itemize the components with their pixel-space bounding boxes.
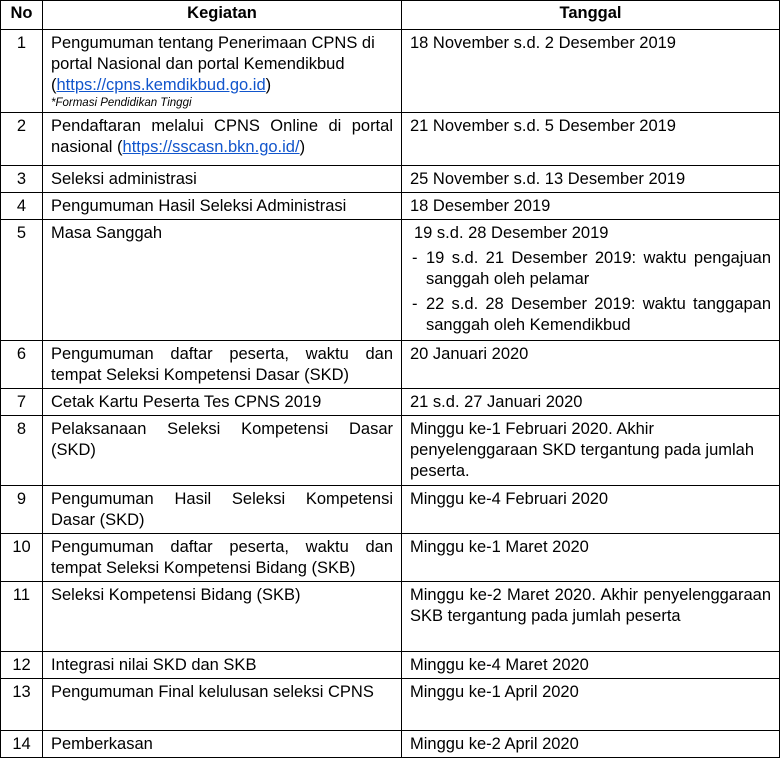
row-number: 13 — [1, 679, 43, 731]
row-number: 10 — [1, 534, 43, 582]
table-row — [1, 389, 780, 416]
table-row — [1, 582, 780, 652]
table-row — [1, 534, 780, 582]
formasi-note: *Formasi Pendidikan Tinggi — [51, 97, 192, 109]
row-kegiatan: Pengumuman Hasil Seleksi Kompetensi Dasar (SKD) — [43, 486, 402, 534]
row-tanggal: Minggu ke-1 April 2020 — [402, 679, 780, 731]
row-tanggal: Minggu ke-1 Februari 2020. Akhir penyelenggaraan SKD tergantung pada jumlah peserta. — [402, 416, 780, 486]
row-tanggal: Minggu ke-2 Maret 2020. Akhir penyelenggaraan SKB tergantung pada jumlah peserta — [402, 582, 780, 652]
row-number: 12 — [1, 652, 43, 679]
row-number: 5 — [1, 220, 43, 341]
row-tanggal: 21 s.d. 27 Januari 2020 — [402, 389, 780, 416]
row-kegiatan: Pengumuman Hasil Seleksi Administrasi — [43, 193, 402, 220]
table-row — [1, 652, 780, 679]
row-tanggal: 18 Desember 2019 — [402, 193, 780, 220]
list-item — [410, 248, 771, 290]
row-kegiatan: Seleksi Kompetensi Bidang (SKB) — [43, 582, 402, 652]
row-number: 7 — [1, 389, 43, 416]
table-row — [1, 220, 780, 341]
row-number: 14 — [1, 731, 43, 758]
header-row — [1, 1, 780, 30]
row-kegiatan: Seleksi administrasi — [43, 166, 402, 193]
row-kegiatan: Pengumuman Final kelulusan seleksi CPNS — [43, 679, 402, 731]
kegiatan-text: Pendaftaran melalui CPNS Online di portal nasional ( — [51, 117, 393, 156]
row-kegiatan — [43, 30, 402, 113]
row-tanggal: 21 November s.d. 5 Desember 2019 — [402, 113, 780, 166]
bullet-dash: - — [412, 295, 418, 313]
row-tanggal: 20 Januari 2020 — [402, 341, 780, 389]
row-tanggal: 18 November s.d. 2 Desember 2019 — [402, 30, 780, 113]
row-kegiatan: Pengumuman daftar peserta, waktu dan tempat Seleksi Kompetensi Dasar (SKD) — [43, 341, 402, 389]
sscasn-link[interactable]: https://sscasn.bkn.go.id/ — [122, 138, 300, 156]
table-row — [1, 193, 780, 220]
row-tanggal: Minggu ke-4 Februari 2020 — [402, 486, 780, 534]
header-no: No — [1, 1, 43, 30]
row-tanggal — [402, 220, 780, 341]
row-tanggal: Minggu ke-4 Maret 2020 — [402, 652, 780, 679]
row-kegiatan: Integrasi nilai SKD dan SKB — [43, 652, 402, 679]
row-number: 8 — [1, 416, 43, 486]
cpns-kemdikbud-link[interactable]: https://cpns.kemdikbud.go.id — [56, 76, 266, 94]
list-item — [410, 294, 771, 336]
row-number: 1 — [1, 30, 43, 113]
kegiatan-text: Pengumuman tentang Penerimaan CPNS di portal Nasional dan portal Kemendikbud ( — [51, 34, 375, 94]
sub-item-text: 19 s.d. 21 Desember 2019: waktu pengajuan sanggah oleh pelamar — [426, 249, 771, 288]
row-kegiatan: Pengumuman daftar peserta, waktu dan tempat Seleksi Kompetensi Bidang (SKB) — [43, 534, 402, 582]
bullet-dash: - — [412, 249, 418, 267]
table-row — [1, 113, 780, 166]
table-row — [1, 486, 780, 534]
row-kegiatan: Pemberkasan — [43, 731, 402, 758]
row-number: 11 — [1, 582, 43, 652]
table-row — [1, 679, 780, 731]
table-row — [1, 731, 780, 758]
row-kegiatan: Pelaksanaan Seleksi Kompetensi Dasar (SKD) — [43, 416, 402, 486]
row-number: 9 — [1, 486, 43, 534]
row-kegiatan: Cetak Kartu Peserta Tes CPNS 2019 — [43, 389, 402, 416]
row-tanggal: Minggu ke-2 April 2020 — [402, 731, 780, 758]
table-row — [1, 341, 780, 389]
row-tanggal: 25 November s.d. 13 Desember 2019 — [402, 166, 780, 193]
tanggal-main: 19 s.d. 28 Desember 2019 — [414, 224, 609, 242]
table-row — [1, 166, 780, 193]
table-row — [1, 30, 780, 113]
row-kegiatan: Masa Sanggah — [43, 220, 402, 341]
row-number: 3 — [1, 166, 43, 193]
row-tanggal: Minggu ke-1 Maret 2020 — [402, 534, 780, 582]
table-row — [1, 416, 780, 486]
kegiatan-suffix: ) — [299, 138, 306, 156]
sub-item-text: 22 s.d. 28 Desember 2019: waktu tanggapan sanggah oleh Kemendikbud — [426, 295, 771, 334]
header-tanggal: Tanggal — [402, 1, 780, 30]
kegiatan-suffix: ) — [265, 76, 272, 94]
row-number: 4 — [1, 193, 43, 220]
row-number: 6 — [1, 341, 43, 389]
header-kegiatan: Kegiatan — [43, 1, 402, 30]
row-number: 2 — [1, 113, 43, 166]
row-kegiatan — [43, 113, 402, 166]
